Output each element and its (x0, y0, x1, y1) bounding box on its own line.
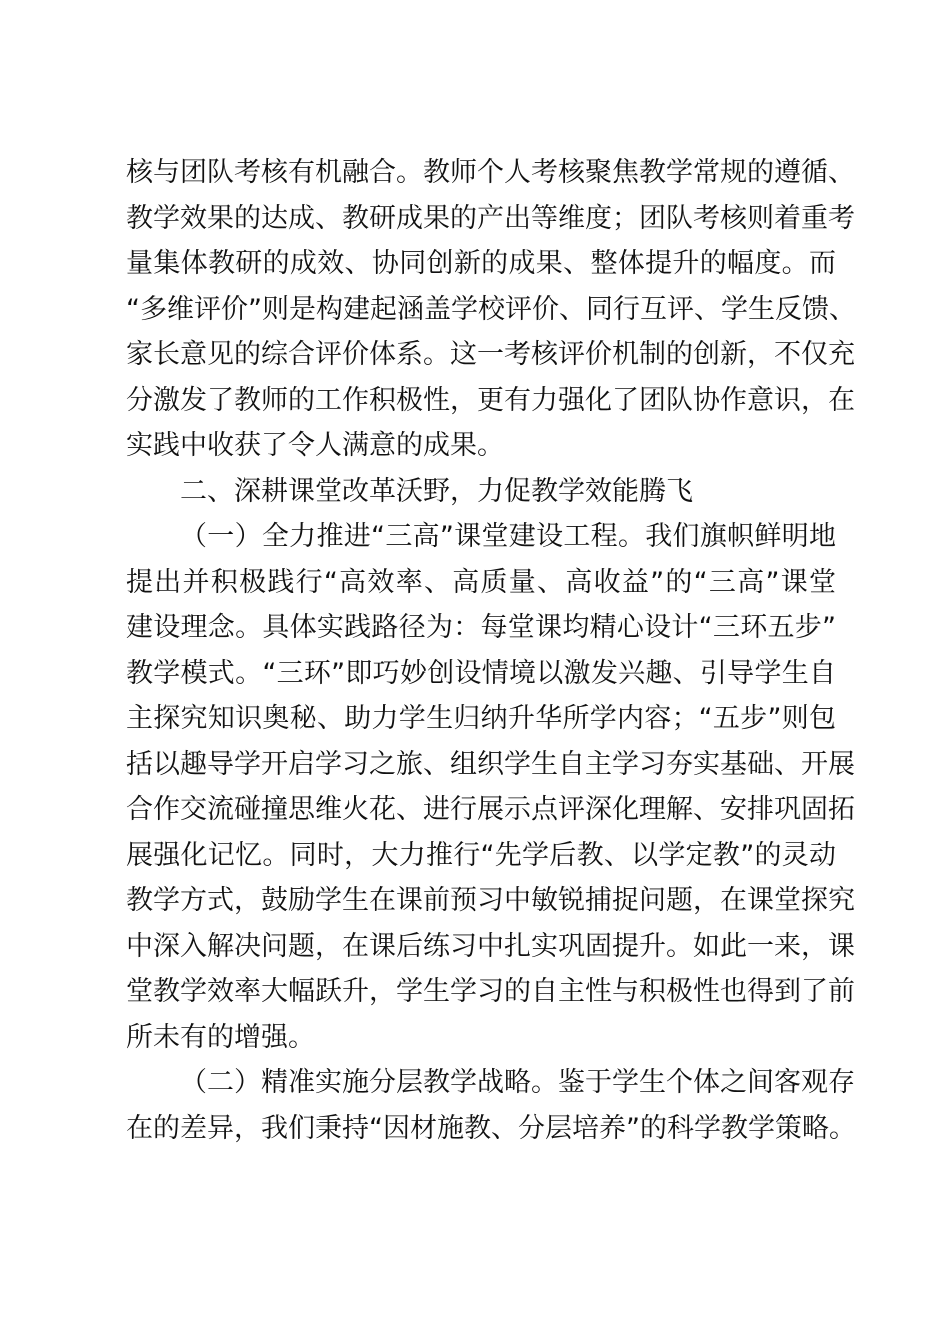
text-line: 中深入解决问题，在课后练习中扎实巩固提升。如此一来，课 (126, 930, 855, 962)
section-heading: 二、深耕课堂改革沃野，力促教学效能腾飞 (180, 475, 693, 507)
text-line: 主探究知识奥秘、助力学生归纳升华所学内容；“五步”则包 (126, 703, 836, 734)
text-line: 提出并积极践行“高效率、高质量、高收益”的“三高”课堂 (126, 566, 836, 598)
text-line: （二）精准实施分层教学战略。鉴于学生个体之间客观存 (180, 1067, 855, 1098)
text-line: 建设理念。具体实践路径为：每堂课均精心设计“三环五步” (126, 612, 836, 643)
text-line: 展强化记忆。同时，大力推行“先学后教、以学定教”的灵动 (126, 839, 836, 871)
body-text (126, 150, 856, 1151)
text-line: 量集体教研的成效、协同创新的成果、整体提升的幅度。而 (126, 248, 836, 279)
text-line: 合作交流碰撞思维火花、进行展示点评深化理解、安排巩固拓 (126, 794, 855, 825)
text-line: 家长意见的综合评价体系。这一考核评价机制的创新，不仅充 (126, 339, 855, 370)
text-line: “多维评价”则是构建起涵盖学校评价、同行互评、学生反馈、 (126, 293, 856, 325)
text-line: 在的差异，我们秉持“因材施教、分层培养”的科学教学策略。 (126, 1112, 856, 1144)
text-line: 括以趣导学开启学习之旅、组织学生自主学习夯实基础、开展 (126, 748, 855, 780)
text-line: 分激发了教师的工作积极性，更有力强化了团队协作意识，在 (126, 384, 855, 416)
text-line: 核与团队考核有机融合。教师个人考核聚焦教学常规的遵循、 (126, 157, 855, 188)
text-line: 所未有的增强。 (126, 1021, 315, 1053)
text-line: 堂教学效率大幅跃升，学生学习的自主性与积极性也得到了前 (126, 976, 855, 1007)
text-line: 教学方式，鼓励学生在课前预习中敏锐捕捉问题，在课堂探究 (126, 885, 855, 916)
text-line: 教学效果的达成、教研成果的产出等维度；团队考核则着重考 (126, 202, 855, 234)
text-line: （一）全力推进“三高”课堂建设工程。我们旗帜鲜明地 (180, 521, 836, 552)
text-line: 实践中收获了令人满意的成果。 (126, 430, 504, 461)
text-line: 教学模式。“三环”即巧妙创设情境以激发兴趣、引导学生自 (126, 657, 836, 689)
